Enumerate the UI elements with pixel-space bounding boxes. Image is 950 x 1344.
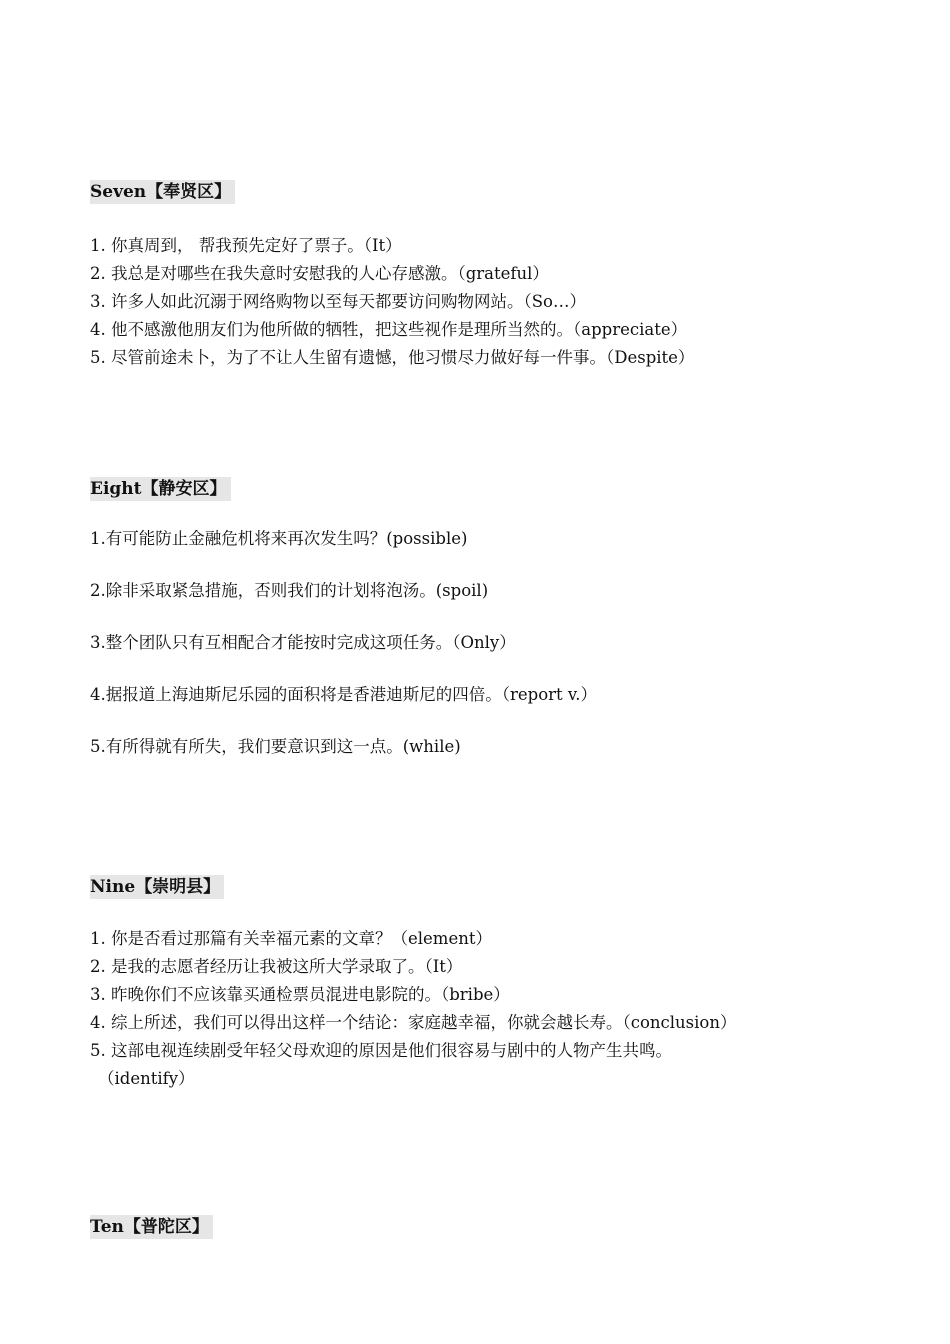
section-seven — [90, 180, 910, 372]
exercise-item: 1.有可能防止金融危机将来再次发生吗？(possible) — [90, 529, 468, 548]
exercise-item-keyword: （identify） — [98, 1069, 195, 1088]
exercise-item: 2. 我总是对哪些在我失意时安慰我的人心存感激。（grateful） — [90, 264, 549, 283]
heading-english: Ten — [90, 1217, 124, 1237]
exercise-item: 3.整个团队只有互相配合才能按时完成这项任务。（Only） — [90, 633, 516, 652]
section-ten — [90, 1215, 910, 1239]
exercise-list — [90, 232, 910, 372]
exercise-list — [90, 925, 910, 1093]
exercise-item: 4. 他不感激他朋友们为他所做的牺牲，把这些视作是理所当然的。（appreciate） — [90, 320, 688, 339]
section-heading — [90, 180, 235, 204]
section-heading — [90, 477, 231, 501]
section-heading — [90, 1215, 213, 1239]
section-eight — [90, 477, 910, 785]
exercise-item-text: 5. 这部电视连续剧受年轻父母欢迎的原因是他们很容易与剧中的人物产生共鸣。 — [90, 1041, 672, 1060]
exercise-item: 1. 你真周到， 帮我预先定好了票子。（It） — [90, 236, 402, 255]
heading-district: 【崇明县】 — [135, 877, 221, 897]
exercise-item: 4.据报道上海迪斯尼乐园的面积将是香港迪斯尼的四倍。（report v.） — [90, 685, 598, 704]
heading-district: 【奉贤区】 — [146, 182, 232, 202]
section-heading — [90, 875, 224, 899]
exercise-item: 5. 尽管前途未卜，为了不让人生留有遗憾，他习惯尽力做好每一件事。（Despite） — [90, 348, 695, 367]
heading-district: 【静安区】 — [141, 479, 227, 499]
exercise-item: 1. 你是否看过那篇有关幸福元素的文章？（element） — [90, 929, 492, 948]
section-nine — [90, 875, 910, 1093]
exercise-item: 2.除非采取紧急措施，否则我们的计划将泡汤。(spoil) — [90, 581, 489, 600]
exercise-item: 3. 昨晚你们不应该靠买通检票员混进电影院的。（bribe） — [90, 985, 510, 1004]
exercise-item: 3. 许多人如此沉溺于网络购物以至每天都要访问购物网站。（So…） — [90, 292, 586, 311]
heading-english: Seven — [90, 182, 147, 202]
heading-district: 【普陀区】 — [123, 1217, 209, 1237]
exercise-list — [90, 525, 910, 761]
exercise-item: 2. 是我的志愿者经历让我被这所大学录取了。（It） — [90, 957, 463, 976]
heading-english: Eight — [90, 479, 142, 499]
exercise-item: 5.有所得就有所失，我们要意识到这一点。(while) — [90, 737, 461, 756]
heading-english: Nine — [90, 877, 136, 897]
exercise-item: 4. 综上所述，我们可以得出这样一个结论：家庭越幸福，你就会越长寿。（conclusion） — [90, 1013, 737, 1032]
exercise-item — [90, 1037, 910, 1093]
